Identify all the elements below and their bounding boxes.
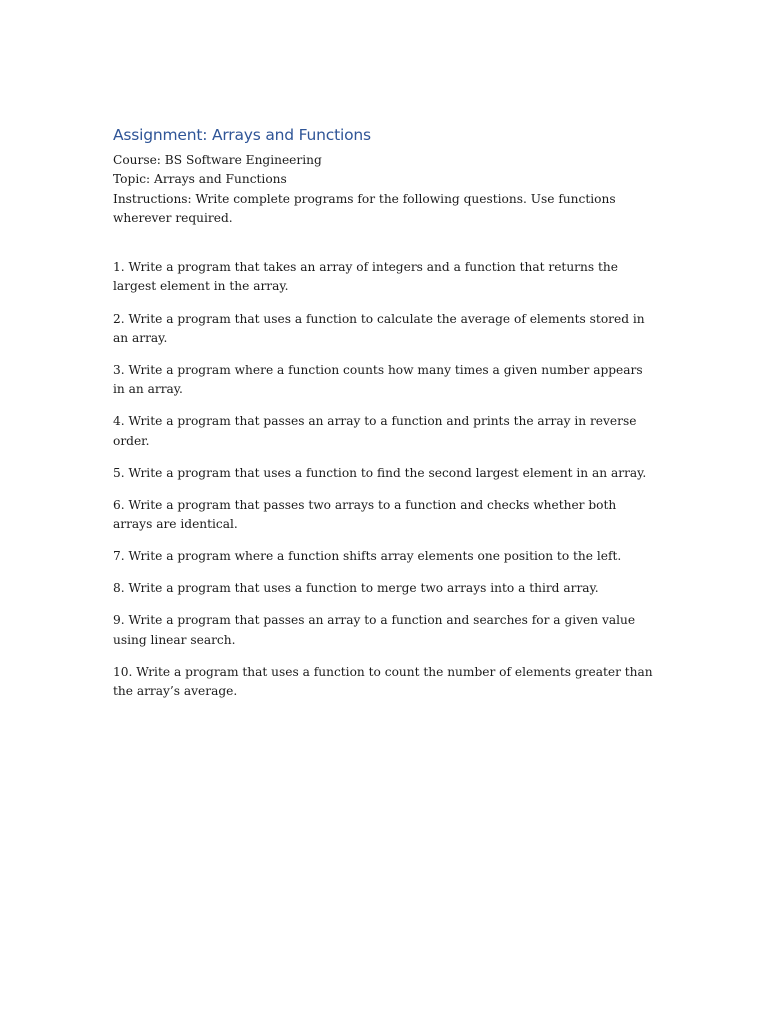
question-item: 2. Write a program that uses a function to calculate the average of elements stored in an array. (113, 311, 645, 345)
question-item: 3. Write a program where a function counts how many times a given number appears in an array. (113, 362, 643, 397)
question-list (113, 258, 658, 701)
question-item: 10. Write a program that uses a function to count the number of elements greater than the array’s average. (113, 664, 653, 699)
question-item: 4. Write a program that passes an array to a function and prints the array in reverse order. (113, 414, 637, 448)
topic-line: Topic: Arrays and Functions (113, 172, 287, 187)
instructions-line: Instructions: Write complete programs for the following questions. Use functions wherever required. (113, 191, 616, 225)
document-page (113, 124, 658, 714)
question-item: 8. Write a program that uses a function to merge two arrays into a third array. (113, 581, 599, 596)
question-item: 1. Write a program that takes an array of integers and a function that returns the largest element in the array. (113, 260, 618, 294)
course-line: Course: BS Software Engineering (113, 153, 322, 167)
question-item: 7. Write a program where a function shifts array elements one position to the left. (113, 549, 622, 564)
question-item: 9. Write a program that passes an array to a function and searches for a given value using linear search. (113, 613, 636, 647)
question-item: 6. Write a program that passes two arrays to a function and checks whether both arrays are identical. (113, 497, 617, 532)
document-title: Assignment: Arrays and Functions (113, 126, 371, 144)
question-item: 5. Write a program that uses a function to find the second largest element in an array. (113, 465, 647, 480)
